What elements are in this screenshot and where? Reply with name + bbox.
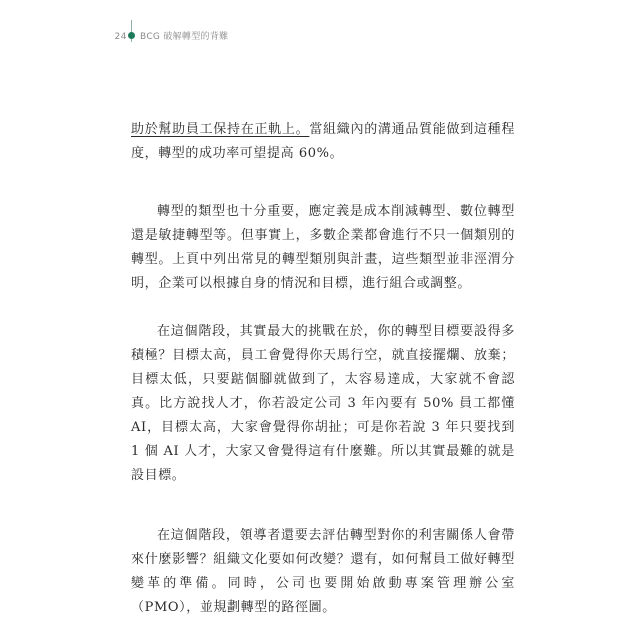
folio-dot-icon	[128, 32, 135, 39]
page-number: 24	[114, 32, 127, 42]
running-head: BCG 破解轉型的背難	[140, 32, 229, 42]
paragraph-2: 轉型的類型也十分重要，應定義是成本削減轉型、數位轉型還是敏捷轉型等。但事實上，多數企業都會進行不只一個類別的轉型。上頁中列出常見的轉型類別與計畫，這些類型並非涇渭分明，企業可以根據自身的情況和目標，進行組合或調整。	[131, 204, 515, 291]
paragraph-1	[131, 118, 515, 166]
underlined-phrase: 助於幫助員工保持在正軌上。	[131, 122, 310, 137]
paragraph-3: 在這個階段，其實最大的挑戰在於，你的轉型目標要設得多積極？目標太高，員工會覺得你天馬行空，就直接擺爛、放棄；目標太低，只要踮個腳就做到了，太容易達成，大家就不會認真。比方說找人才，你若設定公司 3 年內要有 50% 員工都懂 AI，目標太高，大家會覺得你胡扯；可是你若說 3 年只要找到 1 個 AI 人才，大家又會覺得這有什麼難。所以其實最難的就是設目標。	[131, 324, 515, 483]
page-body	[131, 118, 515, 644]
paragraph-1-text: 當組織內的溝通品質能做到這種程度，轉型的成功率可望提高 60%。	[131, 122, 515, 161]
paragraph-4: 在這個階段，領導者還要去評估轉型對你的利害關係人會帶來什麼影響？組織文化要如何改變？還有，如何幫員工做好轉型變革的準備。同時，公司也要開始啟動專案管理辦公室（PMO），並規劃轉型的路徑圖。	[131, 528, 515, 615]
